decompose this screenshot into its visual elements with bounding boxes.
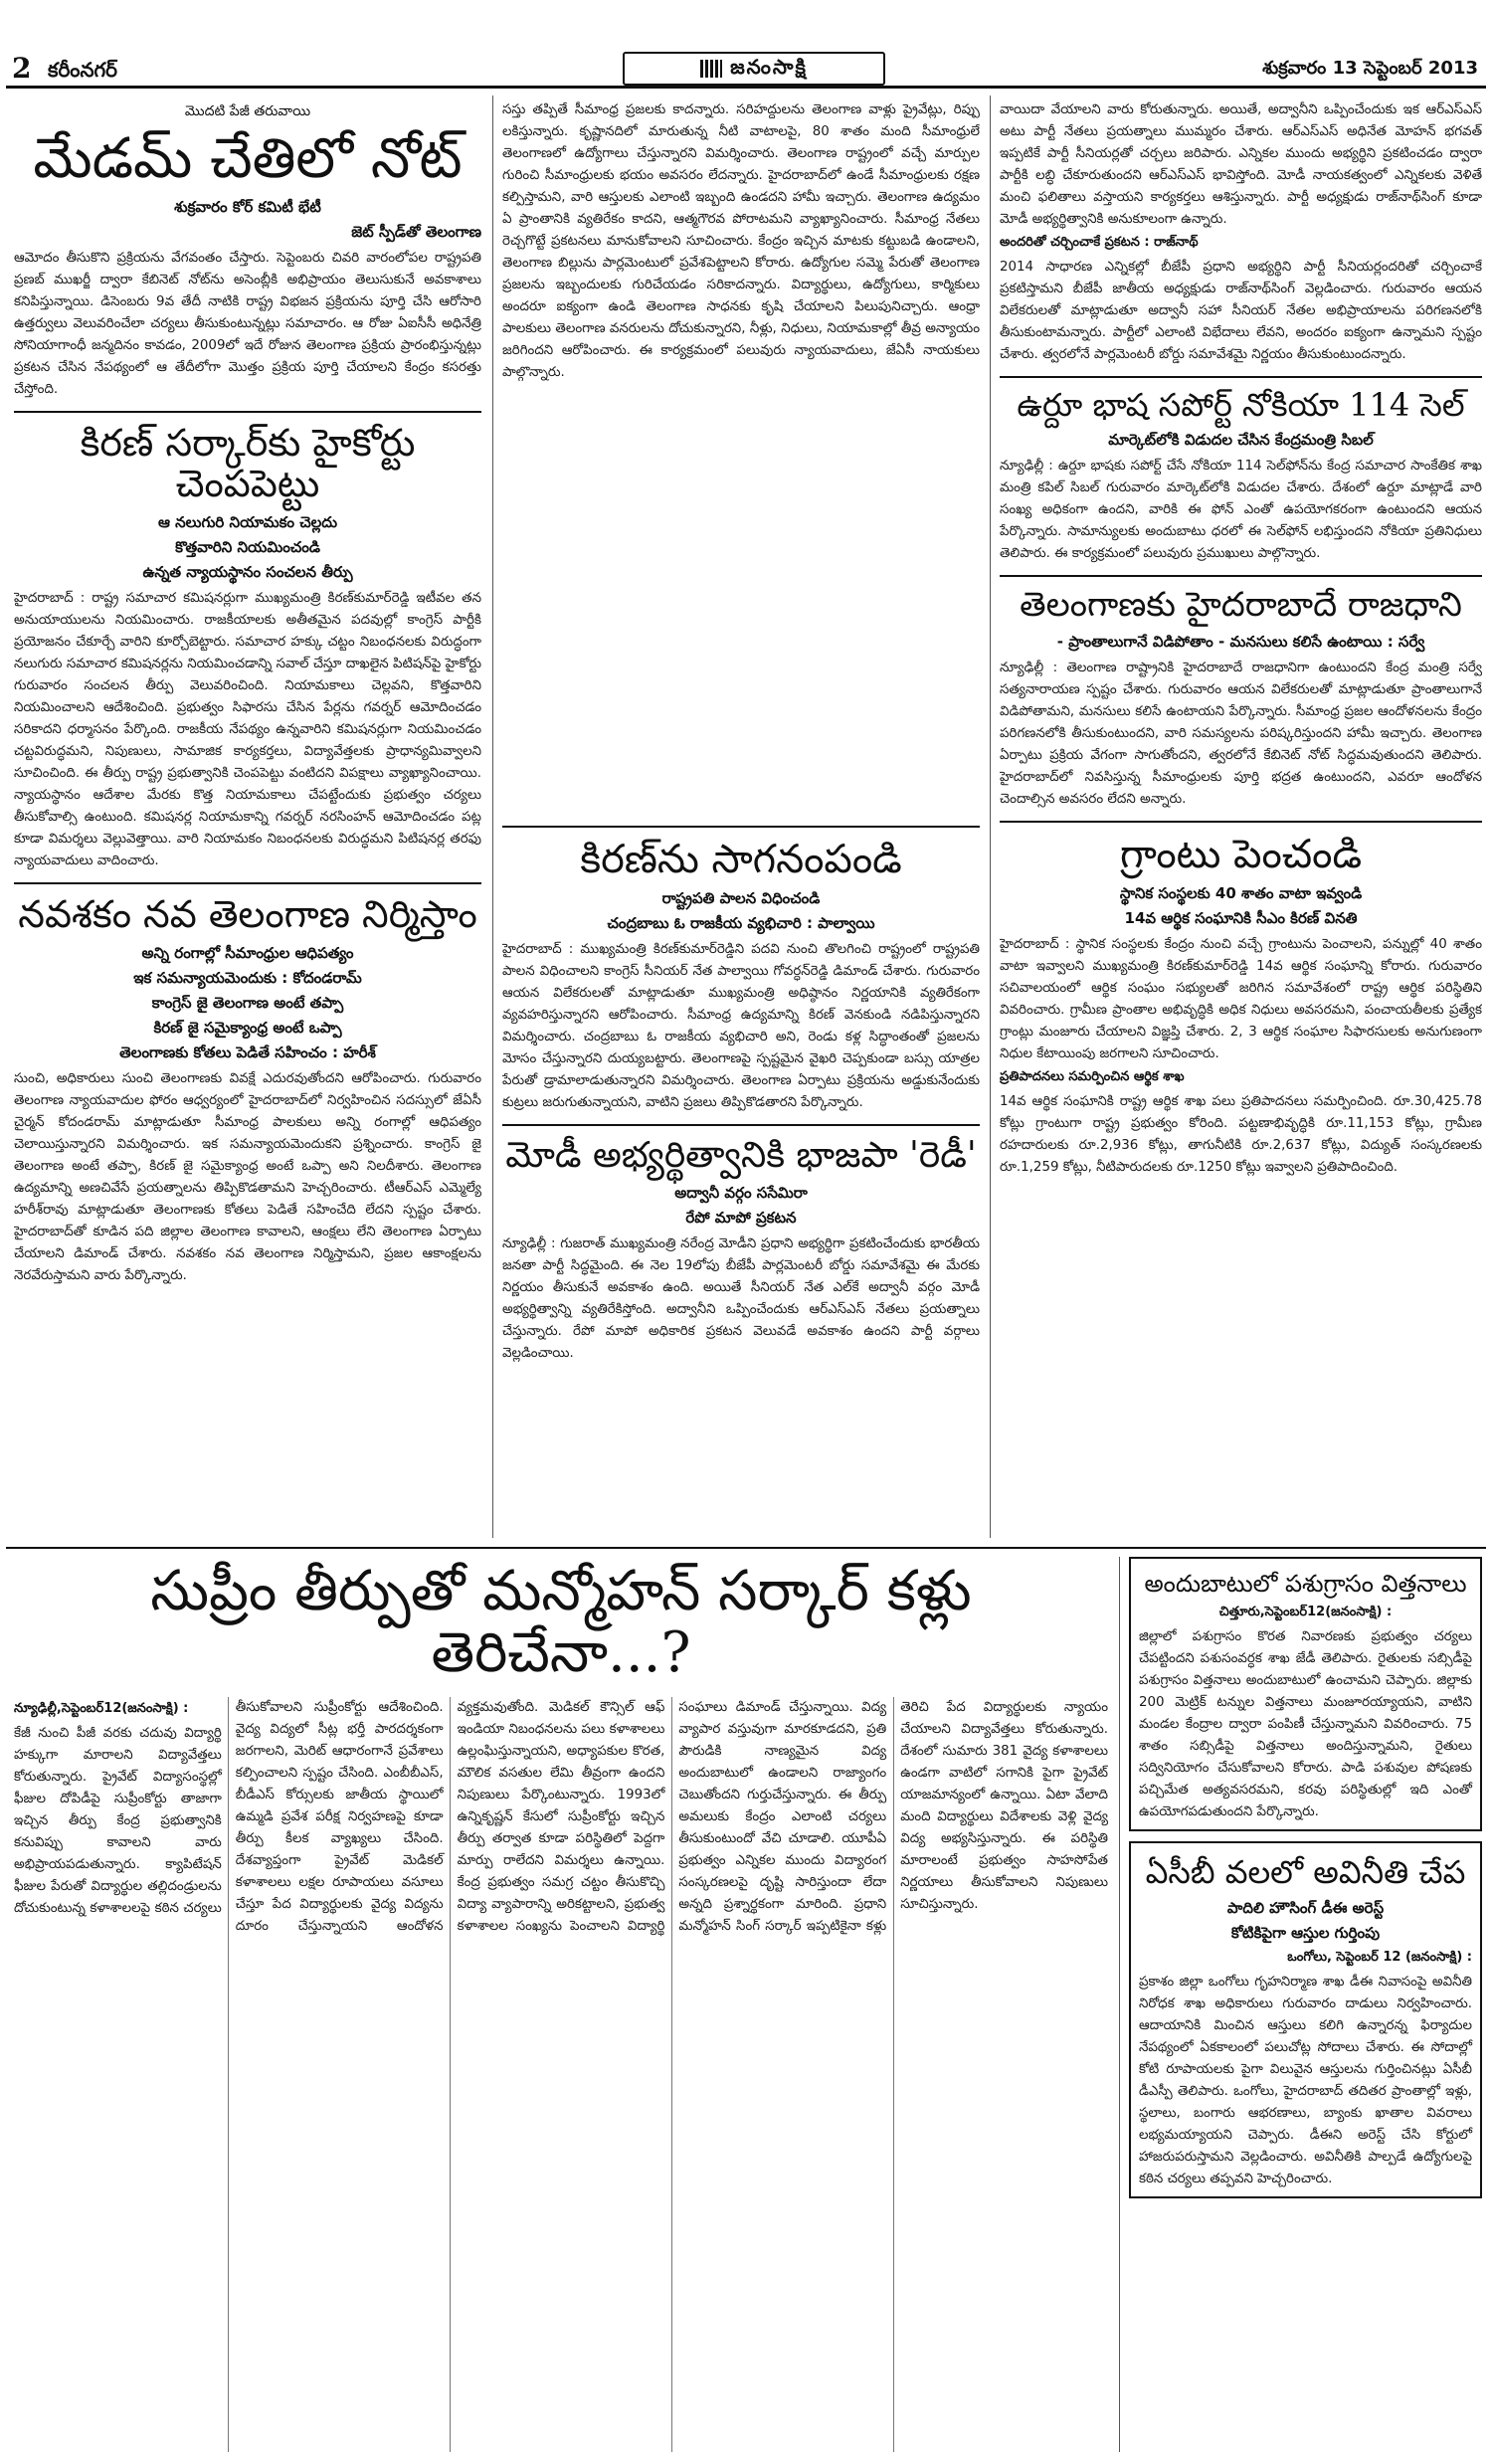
headline: నవశకం నవ తెలంగాణ నిర్మిస్తాం (18, 892, 477, 937)
issue-date: శుక్రవారం 13 సెప్టెంబర్ 2013 (1262, 58, 1478, 79)
page-number: 2 (12, 52, 32, 85)
masthead (6, 52, 1486, 89)
subheadline: తెలంగాణకు కోతలు పెడితే సహించం : హరీశ్ (119, 1042, 376, 1061)
subheadline: - ప్రాంతాలుగానే విడిపోతాం - మనసులు కలిసే ఉంటాయి : సర్వే (1056, 632, 1425, 651)
article-nava-telangana (14, 894, 481, 1287)
headline: తెలంగాణకు హైదరాబాదే రాజధాని (1020, 585, 1462, 626)
article-columns (14, 1697, 1108, 2452)
district-name: కరీంనగర్ (48, 58, 117, 82)
divider (1000, 821, 1482, 823)
article-body: న్యూఢిల్లీ : ఉర్దూ భాషకు సపోర్ట్ చేసే నోకియా 114 సెల్‌ఫోన్‌ను కేంద్ర సమాచార సాంకేతిక శాఖ మంత్రి కపిల్ సిబల్ గురువారం మార్కెట్‌లోకి విడుదల చేశారు. దేశంలో ఉర్దూ మాట్లాడే వారి సంఖ్య అధికంగా ఉందని, వారికి ఈ ఫోన్ ఎంతో ఉపయోగకరంగా ఉంటుందని ఆయన పేర్కొన్నారు. సామాన్యులకు అందుబాటు ధరలో ఈ సెల్‌ఫోన్ లభిస్తుందని నోకియా ప్రతినిధులు తెలిపారు. ఈ కార్యక్రమంలో పలువురు ప్రముఖులు పాల్గొన్నారు. (1000, 459, 1482, 562)
divider (502, 826, 980, 828)
headline: మేడమ్ చేతిలో నోట్ (33, 126, 463, 191)
column-bottom-right (1129, 1557, 1482, 2452)
subheadline: కాంగ్రెస్ జై తెలంగాణ అంటే తప్పా (151, 993, 344, 1012)
headline: కిరణ్ సర్కార్‌కు హైకోర్టు చెంపపెట్టు (80, 420, 416, 506)
subheadline: అన్ని రంగాల్లో సీమాంధ్రుల ఆధిపత్యం (141, 943, 354, 962)
headline: మోడీ అభ్యర్థిత్వానికి భాజపా 'రెడీ' (505, 1135, 977, 1176)
subheadline: జెట్ స్పీడ్‌తో తెలంగాణ (351, 222, 481, 241)
divider (1000, 376, 1482, 378)
subhead: ప్రతిపాదనలు సమర్పించిన ఆర్థిక శాఖ (1000, 1068, 1185, 1084)
article-body: న్యూఢిల్లీ : గుజరాత్ ముఖ్యమంత్రి నరేంద్ర మోడీని ప్రధాని అభ్యర్థిగా ప్రకటించేందుకు భారతీయ జనతా పార్టీ సిద్ధమైంది. ఈ నెల 19లోపు బీజేపీ పార్లమెంటరీ బోర్డు సమావేశమై ఈ మేరకు నిర్ణయం తీసుకునే అవకాశం ఉంది. అయితే సీనియర్ నేత ఎల్‌కే అద్వానీ వర్గం మోడీ అభ్యర్థిత్వాన్ని వ్యతిరేకిస్తోంది. అద్వానీని ఒప్పించేందుకు ఆర్‌ఎస్‌ఎస్ నేతలు ప్రయత్నాలు చేస్తున్నారు. రేపో మాపో అధికారిక ప్రకటన వెలువడే అవకాశం ఉందని పార్టీ వర్గాలు వెల్లడించాయి. (502, 1235, 980, 1361)
article-body: న్యూఢిల్లీ : తెలంగాణ రాష్ట్రానికి హైదరాబాదే రాజధానిగా ఉంటుందని కేంద్ర మంత్రి సర్వే సత్యనారాయణ స్పష్టం చేశారు. గురువారం ఆయన విలేకరులతో మాట్లాడుతూ ప్రాంతాలుగానే విడిపోతామని, మనసులు కలిసే ఉంటాయని పేర్కొన్నారు. సీమాంధ్ర ప్రజల ఆందోళనలను కేంద్రం పరిగణనలోకి తీసుకుంటుందని, వారి సమస్యలను పరిష్కరిస్తుందని హామీ ఇచ్చారు. తెలంగాణ ఏర్పాటు ప్రక్రియ వేగంగా సాగుతోందని, త్వరలోనే కేబినెట్ నోట్ సిద్ధమవుతుందని తెలిపారు. హైదరాబాద్‌లో నివసిస్తున్న సీమాంధ్రులకు పూర్తి భద్రత ఉంటుందని, ఎవరూ ఆందోళన చెందాల్సిన అవసరం లేదని అన్నారు. (1000, 660, 1482, 807)
column-rule (1119, 1557, 1120, 2452)
article-body: హైదరాబాద్ : స్థానిక సంస్థలకు కేంద్రం నుంచి వచ్చే గ్రాంటును పెంచాలని, పన్నుల్లో 40 శాతం వాటా ఇవ్వాలని ముఖ్యమంత్రి కిరణ్‌కుమార్‌రెడ్డి 14వ ఆర్థిక సంఘాన్ని కోరారు. గురువారం సచివాలయంలో ఆర్థిక సంఘం సభ్యులతో జరిగిన సమావేశంలో రాష్ట్ర ఆర్థిక పరిస్థితిని వివరించారు. గ్రామీణ ప్రాంతాల అభివృద్ధికి అధిక నిధులు అవసరమని, పంచాయతీలకు ప్రత్యేక గ్రాంట్లు మంజూరు చేయాలని విజ్ఞప్తి చేశారు. 2, 3 ఆర్థిక సంఘాల సిఫారసులకు అనుగుణంగా నిధుల కేటాయింపు జరగాలని సూచించారు. (1000, 936, 1482, 1061)
continued-kicker: మొదటి పేజీ తరువాయి (184, 103, 311, 119)
section-divider (6, 1547, 1486, 1549)
dateline: చిత్తూరు,సెప్టెంబర్12(జనంసాక్షి) : (1218, 1605, 1393, 1620)
subheadline: ఉన్నత న్యాయస్థానం సంచలన తీర్పు (142, 563, 353, 582)
headline: ఉర్దూ భాష సపోర్ట్ నోకియా 114 సెల్ (1017, 386, 1465, 424)
article-supreme-verdict (14, 1557, 1108, 2452)
divider (14, 411, 481, 413)
subheadline: 14వ ఆర్థిక సంఘానికి సీఎం కిరణ్ వినతి (1124, 908, 1358, 927)
subheadline: స్థానిక సంస్థలకు 40 శాతం వాటా ఇవ్వండి (1119, 883, 1363, 902)
article-body-continued: సస్తు తప్పితే సీమాంధ్ర ప్రజలకు కాదన్నారు. సరిహద్దులను తెలంగాణ వాళ్లు ప్రైవేట్లు, రిప్పు లకిస్తున్నారు. కృష్ణానదిలో మారుతున్న నీటి వాటాలపై, 80 శాతం మంది సీమాంధ్రులే తెలంగాణలో ఉద్యోగాలు చేస్తున్నారని విమర్శించారు. తెలంగాణ రాష్ట్రంలో వచ్చే మార్పుల గురించి సీమాంధ్రులకు భయం అవసరం లేదన్నారు. హైదరాబాద్‌లో ఉండే సీమాంధ్రులకు రక్షణ కల్పిస్తామని, వారి ఆస్తులకు ఎలాంటి ఇబ్బంది ఉండదని హామీ ఇచ్చారు. తెలంగాణ ఉద్యమం ఏ ప్రాంతానికి వ్యతిరేకం కాదని, ఆత్మగౌరవ పోరాటమని వ్యాఖ్యానించారు. సీమాంధ్ర నేతలు రెచ్చగొట్టే ప్రకటనలు మానుకోవాలని సూచించారు. కేంద్రం ఇచ్చిన మాటకు కట్టుబడి ఉండాలని, తెలంగాణ బిల్లును పార్లమెంటులో ప్రవేశపెట్టాలని కోరారు. ఉద్యోగుల సమ్మె పేరుతో తెలంగాణ ప్రజలను ఇబ్బందులకు గురిచేయడం సరికాదన్నారు. విద్యార్థులు, ఉద్యోగులు, కార్మికులు అందరూ ఐక్యంగా ఉండి తెలంగాణ సాధనకు కృషి చేయాలని పిలుపునిచ్చారు. ఆంధ్రా పాలకులు తెలంగాణ వనరులను దోచుకున్నారని, నీళ్లు, నిధులు, నియామకాల్లో తీవ్ర అన్యాయం జరిగిందని ఆరోపించారు. ఈ కార్యక్రమంలో పలువురు న్యాయవాదులు, జేఏసీ నాయకులు పాల్గొన్నారు. (502, 102, 980, 380)
article-body: వాయిదా వేయాలని వారు కోరుతున్నారు. అయితే, అద్వానీని ఒప్పించేందుకు ఇక ఆర్‌ఎస్‌ఎస్ అటు పార్టీ నేతలు ప్రయత్నాలు ముమ్మరం చేశారు. ఆర్‌ఎస్‌ఎస్ అధినేత మోహన్ భగవత్ ఇప్పటికే పార్టీ సీనియర్లతో చర్చలు జరిపారు. ఎన్నికల ముందు అభ్యర్థిని ప్రకటించడం ద్వారా పార్టీకి లబ్ధి చేకూరుతుందని ఆర్‌ఎస్‌ఎస్ భావిస్తోంది. మోడీ నాయకత్వంలో ఎన్నికలకు వెళితే మంచి ఫలితాలు వస్తాయని కార్యకర్తలు ఆశిస్తున్నారు. పార్టీ అధ్యక్షుడు రాజ్‌నాథ్‌సింగ్ కూడా మోడీ అభ్యర్థిత్వానికి అనుకూలంగా ఉన్నారు. (1000, 102, 1482, 227)
subheadline: రేపో మాపో ప్రకటన (685, 1208, 797, 1227)
article-body: హైదరాబాద్ : ముఖ్యమంత్రి కిరణ్‌కుమార్‌రెడ్డిని పదవి నుంచి తొలగించి రాష్ట్రంలో రాష్ట్రపతి పాలన విధించాలని కాంగ్రెస్ సీనియర్ నేత పాల్వాయి గోవర్ధన్‌రెడ్డి డిమాండ్ చేశారు. గురువారం ఆయన విలేకరులతో మాట్లాడుతూ ముఖ్యమంత్రి అధిష్ఠానం నిర్ణయానికి వ్యతిరేకంగా వ్యవహరిస్తున్నారని ఆరోపించారు. సీమాంధ్ర ఉద్యమాన్ని కిరణ్ వెనకుండి నడిపిస్తున్నారని విమర్శించారు. చంద్రబాబు ఓ రాజకీయ వ్యభిచారి అని, రెండు కళ్ల సిద్ధాంతంతో ప్రజలను మోసం చేస్తున్నారని దుయ్యబట్టారు. తెలంగాణపై స్పష్టమైన వైఖరి చెప్పకుండా బస్సు యాత్రల పేరుతో డ్రామాలాడుతున్నారని విమర్శించారు. తెలంగాణ ఏర్పాటు ప్రక్రియను అడ్డుకునేందుకు కుట్రలు జరుగుతున్నాయని, వాటిని ప్రజలు తిప్పికొడతారని పేర్కొన్నారు. (502, 942, 980, 1110)
headline: ఏసీబీ వలలో అవినీతి చేప (1145, 1853, 1466, 1892)
article-kiran-saganampandi (502, 838, 980, 1114)
article-body: హైదరాబాద్ : రాష్ట్ర సమాచార కమిషనర్లుగా ముఖ్యమంత్రి కిరణ్‌కుమార్‌రెడ్డి ఇటీవల తన అనుయాయులను నియమించారు. రాజకీయాలకు అతీతమైన పదవుల్లో కాంగ్రెస్ పార్టీకి ప్రయోజనం చేకూర్చే వారిని కూర్చోబెట్టారు. సమాచార హక్కు చట్టం నిబంధనలకు విరుద్ధంగా నలుగురు సమాచార కమిషనర్లను నియమించడాన్ని సవాల్ చేస్తూ దాఖలైన పిటిషన్‌పై హైకోర్టు గురువారం సంచలన తీర్పు వెలువరించింది. నియామకాలు చెల్లవని, కొత్తవారిని నియమించాలని ఆదేశించింది. ప్రభుత్వం సిఫారసు చేసిన పేర్లను గవర్నర్ ఆమోదించడం సరికాదని ధర్మాసనం పేర్కొంది. రాజకీయ నేపథ్యం ఉన్నవారిని కమిషనర్లుగా నియమించడం చట్టవిరుద్ధమని, నిపుణులు, సామాజిక కార్యకర్తలు, విద్యావేత్తలకు ప్రాధాన్యమివ్వాలని సూచించింది. ఈ తీర్పు రాష్ట్ర ప్రభుత్వానికి చెంపపెట్టు వంటిదని విపక్షాలు వ్యాఖ్యానించాయి. న్యాయస్థానం ఆదేశాల మేరకు కొత్త నియామకాలు చేపట్టేందుకు ప్రభుత్వం చర్యలు తీసుకోవాల్సి ఉంటుంది. కమిషనర్ల నియామకాన్ని గవర్నర్ నరసింహన్ ఆమోదించడం పట్ల కూడా విమర్శలు వెల్లువెత్తాయి. వారి నియామకం నిబంధనలకు విరుద్ధమని పిటిషనర్ల తరఫు న్యాయవాదులు వాదించారు. (14, 591, 481, 869)
subheadline: ఆ నలుగురి నియామకం చెల్లదు (157, 513, 338, 532)
divider (502, 1124, 980, 1126)
paper-logo (623, 52, 885, 86)
subheadline: శుక్రవారం కోర్ కమిటీ భేటీ (174, 197, 321, 216)
boxed-article-acb (1129, 1841, 1482, 2197)
article-kiran-highcourt (14, 420, 481, 873)
subheadline: కిరణ్ జై సమైక్యాంధ్ర అంటే ఒప్పా (153, 1018, 342, 1037)
divider (1000, 575, 1482, 577)
article-modi-bjp (502, 1136, 980, 1365)
boxed-article-fodder (1129, 1557, 1482, 1831)
subheadline: చంద్రబాబు ఓ రాజకీయ వ్యభిచారి : పాల్వాయి (607, 914, 875, 932)
subheadline: మార్కెట్‌లోకి విడుదల చేసిన కేంద్రమంత్రి సిబల్ (1108, 431, 1374, 450)
column-rule (492, 95, 493, 1538)
article-body: కేజీ నుంచి పీజీ వరకు చదువు విద్యార్థి హక్కుగా మారాలని విద్యావేత్తలు కోరుతున్నారు. ప్రైవేట్ విద్యాసంస్థల్లో ఫీజుల దోపిడీపై సుప్రీంకోర్టు తాజాగా ఇచ్చిన తీర్పు కేంద్ర ప్రభుత్వానికి కనువిప్పు కావాలని వారు అభిప్రాయపడుతున్నారు. క్యాపిటేషన్ ఫీజుల పేరుతో విద్యార్థుల తల్లిదండ్రులను దోచుకుంటున్న కళాశాలలపై కఠిన చర్యలు తీసుకోవాలని సుప్రీంకోర్టు ఆదేశించింది. వైద్య విద్యలో సీట్ల భర్తీ పారదర్శకంగా జరగాలని, మెరిట్ ఆధారంగానే ప్రవేశాలు కల్పించాలని స్పష్టం చేసింది. ఎంబీబీఎస్, బీడీఎస్ కోర్సులకు జాతీయ స్థాయిలో ఉమ్మడి ప్రవేశ పరీక్ష నిర్వహణపై కూడా తీర్పు కీలక వ్యాఖ్యలు చేసింది. దేశవ్యాప్తంగా ప్రైవేట్ మెడికల్ కళాశాలలు లక్షల రూపాయలు వసూలు చేస్తూ పేద విద్యార్థులకు వైద్య విద్యను దూరం చేస్తున్నాయని ఆందోళన వ్యక్తమవుతోంది. మెడికల్ కౌన్సిల్ ఆఫ్ ఇండియా నిబంధనలను పలు కళాశాలలు ఉల్లంఘిస్తున్నాయని, అధ్యాపకుల కొరత, మౌలిక వసతుల లేమి తీవ్రంగా ఉందని నిపుణులు పేర్కొంటున్నారు. 1993లో ఉన్నికృష్ణన్ కేసులో సుప్రీంకోర్టు ఇచ్చిన తీర్పు తర్వాత కూడా పరిస్థితిలో పెద్దగా మార్పు రాలేదని విమర్శలు ఉన్నాయి. కేంద్ర ప్రభుత్వం సమగ్ర చట్టం తీసుకొచ్చి విద్యా వ్యాపారాన్ని అరికట్టాలని, ప్రభుత్వ కళాశాలల సంఖ్యను పెంచాలని విద్యార్థి సంఘాలు డిమాండ్ చేస్తున్నాయి. విద్య వ్యాపార వస్తువుగా మారకూడదని, ప్రతి పౌరుడికి నాణ్యమైన విద్య అందుబాటులో ఉండాలని రాజ్యాంగం చెబుతోందని గుర్తుచేస్తున్నారు. ఈ తీర్పు అమలుకు కేంద్రం ఎలాంటి చర్యలు తీసుకుంటుందో వేచి చూడాలి. యూపీఏ ప్రభుత్వం ఎన్నికల ముందు విద్యారంగ సంస్కరణలపై దృష్టి సారిస్తుందా లేదా అన్నది ప్రశ్నార్థకంగా మారింది. ప్రధాని మన్మోహన్ సింగ్ సర్కార్ ఇప్పటికైనా కళ్లు తెరిచి పేద విద్యార్థులకు న్యాయం చేయాలని విద్యావేత్తలు కోరుతున్నారు. దేశంలో సుమారు 381 వైద్య కళాశాలలు ఉండగా వాటిలో సగానికి పైగా ప్రైవేట్ యాజమాన్యంలో ఉన్నాయి. ఏటా వేలాది మంది విద్యార్థులు విదేశాలకు వెళ్లి వైద్య విద్య అభ్యసిస్తున్నారు. ఈ పరిస్థితి మారాలంటే ప్రభుత్వం సాహసోపేత నిర్ణయాలు తీసుకోవాలని నిపుణులు సూచిస్తున్నారు. (14, 1700, 1108, 1935)
article-body: 14వ ఆర్థిక సంఘానికి రాష్ట్ర ఆర్థిక శాఖ పలు ప్రతిపాదనలు సమర్పించింది. రూ.30,425.78 కోట్లు గ్రాంటుగా రాష్ట్ర ప్రభుత్వం కోరింది. పట్టణాభివృద్ధికి రూ.11,153 కోట్లు, గ్రామీణ రహదారులకు రూ.2,936 కోట్లు, తాగునీటికి రూ.2,637 కోట్లు, విద్యుత్ సంస్కరణలకు రూ.1,259 కోట్లు, నీటిపారుదలకు రూ.1250 కోట్లు ఇవ్వాలని ప్రతిపాదించింది. (1000, 1093, 1482, 1175)
article-madam-note (14, 103, 481, 401)
article-grant-increase (1000, 833, 1482, 1179)
subheadline: రాష్ట్రపతి పాలన విధించండి (661, 889, 821, 907)
column-right (1000, 99, 1482, 1537)
subheadline: ఇక సమన్యాయమెందుకు : కోదండరామ్ (133, 968, 362, 987)
headline: సుప్రీం తీర్పుతో మన్మోహన్ సర్కార్ కళ్లు తెరిచేనా...? (150, 1559, 972, 1685)
article-body: ప్రకాశం జిల్లా ఒంగోలు గృహనిర్మాణ శాఖ డీఈ నివాసంపై అవినీతి నిరోధక శాఖ అధికారులు గురువారం దాడులు నిర్వహించారు. ఆదాయానికి మించిన ఆస్తులు కలిగి ఉన్నారన్న ఫిర్యాదుల నేపథ్యంలో ఏకకాలంలో పలుచోట్ల సోదాలు చేశారు. ఈ సోదాల్లో కోటి రూపాయలకు పైగా విలువైన ఆస్తులను గుర్తించినట్లు ఏసీబీ డీఎస్పీ తెలిపారు. ఒంగోలు, హైదరాబాద్ తదితర ప్రాంతాల్లో ఇళ్లు, స్థలాలు, బంగారు ఆభరణాలు, బ్యాంకు ఖాతాల వివరాలు లభ్యమయ్యాయని చెప్పారు. డీఈని అరెస్ట్ చేసి కోర్టులో హాజరుపరుస్తామని వెల్లడించారు. అవినీతికి పాల్పడే ఉద్యోగులపై కఠిన చర్యలు తప్పవని హెచ్చరించారు. (1139, 1974, 1472, 2186)
subheadline: కొత్తవారిని నియమించండి (175, 538, 320, 557)
dateline: న్యూఢిల్లీ,సెప్టెంబర్12(జనంసాక్షి) : (14, 1701, 189, 1717)
article-nokia-urdu (1000, 388, 1482, 565)
divider (14, 882, 481, 884)
dateline: ఒంగోలు, సెప్టెంబర్ 12 (జనంసాక్షి) : (1287, 1949, 1472, 1965)
logo-mark-icon (700, 60, 722, 78)
column-middle (502, 99, 980, 1537)
article-body: జిల్లాలో పశుగ్రాసం కొరత నివారణకు ప్రభుత్వం చర్యలు చేపట్టిందని పశుసంవర్ధక శాఖ జేడీ తెలిపారు. రైతులకు సబ్సిడీపై పశుగ్రాసం విత్తనాలు అందుబాటులో ఉంచామని చెప్పారు. జిల్లాకు 200 మెట్రిక్ టన్నుల విత్తనాలు మంజూరయ్యాయని, వాటిని మండల కేంద్రాల ద్వారా పంపిణీ చేస్తున్నామని వివరించారు. 75 శాతం సబ్సిడీపై విత్తనాలు అందిస్తున్నామని, రైతులు సద్వినియోగం చేసుకోవాలని కోరారు. పాడి పశువుల పోషణకు పచ్చిమేత అత్యవసరమని, కరవు పరిస్థితుల్లో ఇది ఎంతో ఉపయోగపడుతుందని పేర్కొన్నారు. (1139, 1629, 1472, 1820)
subheadline: కోటికిపైగా ఆస్తుల గుర్తింపు (1230, 1923, 1381, 1942)
subhead: అందరితో చర్చించాకే ప్రకటన : రాజ్‌నాథ్ (1000, 235, 1199, 250)
column-rule (990, 95, 991, 1538)
article-body: సుంచి, అధికారులు సుంచి తెలంగాణకు వివక్షే ఎదురవుతోందని ఆరోపించారు. గురువారం తెలంగాణ న్యాయవాదుల ఫోరం ఆధ్వర్యంలో హైదరాబాద్‌లో నిర్వహించిన సదస్సులో జేఏసీ చైర్మన్ కోదండరామ్ మాట్లాడుతూ సీమాంధ్ర పాలకులు అన్ని రంగాల్లో ఆధిపత్యం చెలాయిస్తున్నారని విమర్శించారు. ఇక సమన్యాయమెందుకని ప్రశ్నించారు. కాంగ్రెస్ జై తెలంగాణ అంటే తప్పా, కిరణ్ జై సమైక్యాంధ్ర అంటే ఒప్పా అని నిలదీశారు. తెలంగాణ ఉద్యమాన్ని అణచివేసే ప్రయత్నాలను తిప్పికొడతామని హెచ్చరించారు. టీఆర్‌ఎస్ ఎమ్మెల్యే హరీశ్‌రావు మాట్లాడుతూ తెలంగాణకు కోతలు పెడితే సహించేది లేదని స్పష్టం చేశారు. హైదరాబాద్‌తో కూడిన పది జిల్లాల తెలంగాణ కావాలని, ఆంక్షలు లేని తెలంగాణ ఏర్పాటు చేయాలని డిమాండ్ చేశారు. నవశకం నవ తెలంగాణ నిర్మిస్తామని, ప్రజల ఆకాంక్షలను నెరవేరుస్తామని వారు పేర్కొన్నారు. (14, 1070, 481, 1283)
article-hyderabad-capital (1000, 587, 1482, 810)
column-left (14, 99, 481, 1537)
subheadline: పాదిలి హౌసింగ్ డీఈ అరెస్ట్ (1226, 1898, 1385, 1917)
article-body: ఆమోదం తీసుకొని ప్రక్రియను వేగవంతం చేస్తారు. సెప్టెంబరు చివరి వారంలోపల రాష్ట్రపతి ప్రణబ్ ముఖర్జీ ద్వారా కేబినెట్ నోట్‌ను అసెంబ్లీకి అభిప్రాయం తెలుసుకునే అవకాశాలు కనిపిస్తున్నాయి. డిసెంబరు 9వ తేదీ నాటికి రాష్ట్ర విభజన ప్రక్రియను పూర్తి చేసి ఆరోసారి ఉత్తర్వులు వెలువరించేలా చర్యలు తీసుకుంటున్నట్లు సమాచారం. ఆ రోజు ఏఐసీసీ అధినేత్రి సోనియాగాంధీ జన్మదినం కావడం, 2009లో ఇదే రోజున తెలంగాణ ప్రక్రియ ప్రారంభిస్తున్నట్లు ప్రకటన చేసిన నేపథ్యంలో ఆ తేదీలోగా మొత్తం ప్రక్రియ పూర్తి చేయాలని కేంద్రం కసరత్తు చేస్తోంది. (14, 250, 481, 397)
headline: గ్రాంటు పెంచండి (1119, 831, 1363, 877)
headline: అందుబాటులో పశుగ్రాసం విత్తనాలు (1144, 1570, 1467, 1598)
article-body: 2014 సాధారణ ఎన్నికల్లో బీజేపీ ప్రధాని అభ్యర్థిని పార్టీ సీనియర్లందరితో చర్చించాకే ప్రకటిస్తామని బీజేపీ జాతీయ అధ్యక్షుడు రాజ్‌నాథ్‌సింగ్ వెల్లడించారు. గురువారం ఆయన విలేకరులతో మాట్లాడుతూ అద్వానీ సహా సీనియర్ నేతల అభిప్రాయాలను పరిగణనలోకి తీసుకుంటామన్నారు. పార్టీలో ఎలాంటి విభేదాలు లేవని, అందరం ఐక్యంగా ఉన్నామని స్పష్టం చేశారు. త్వరలోనే పార్లమెంటరీ బోర్డు సమావేశమై నిర్ణయం తీసుకుంటుందన్నారు. (1000, 260, 1482, 362)
subheadline: అద్వానీ వర్గం ససేమిరా (674, 1183, 808, 1202)
article-modi-continued (1000, 99, 1482, 366)
paper-name: జనంసాక్షి (730, 54, 808, 79)
headline: కిరణ్‌ను సాగనంపండి (580, 837, 902, 882)
